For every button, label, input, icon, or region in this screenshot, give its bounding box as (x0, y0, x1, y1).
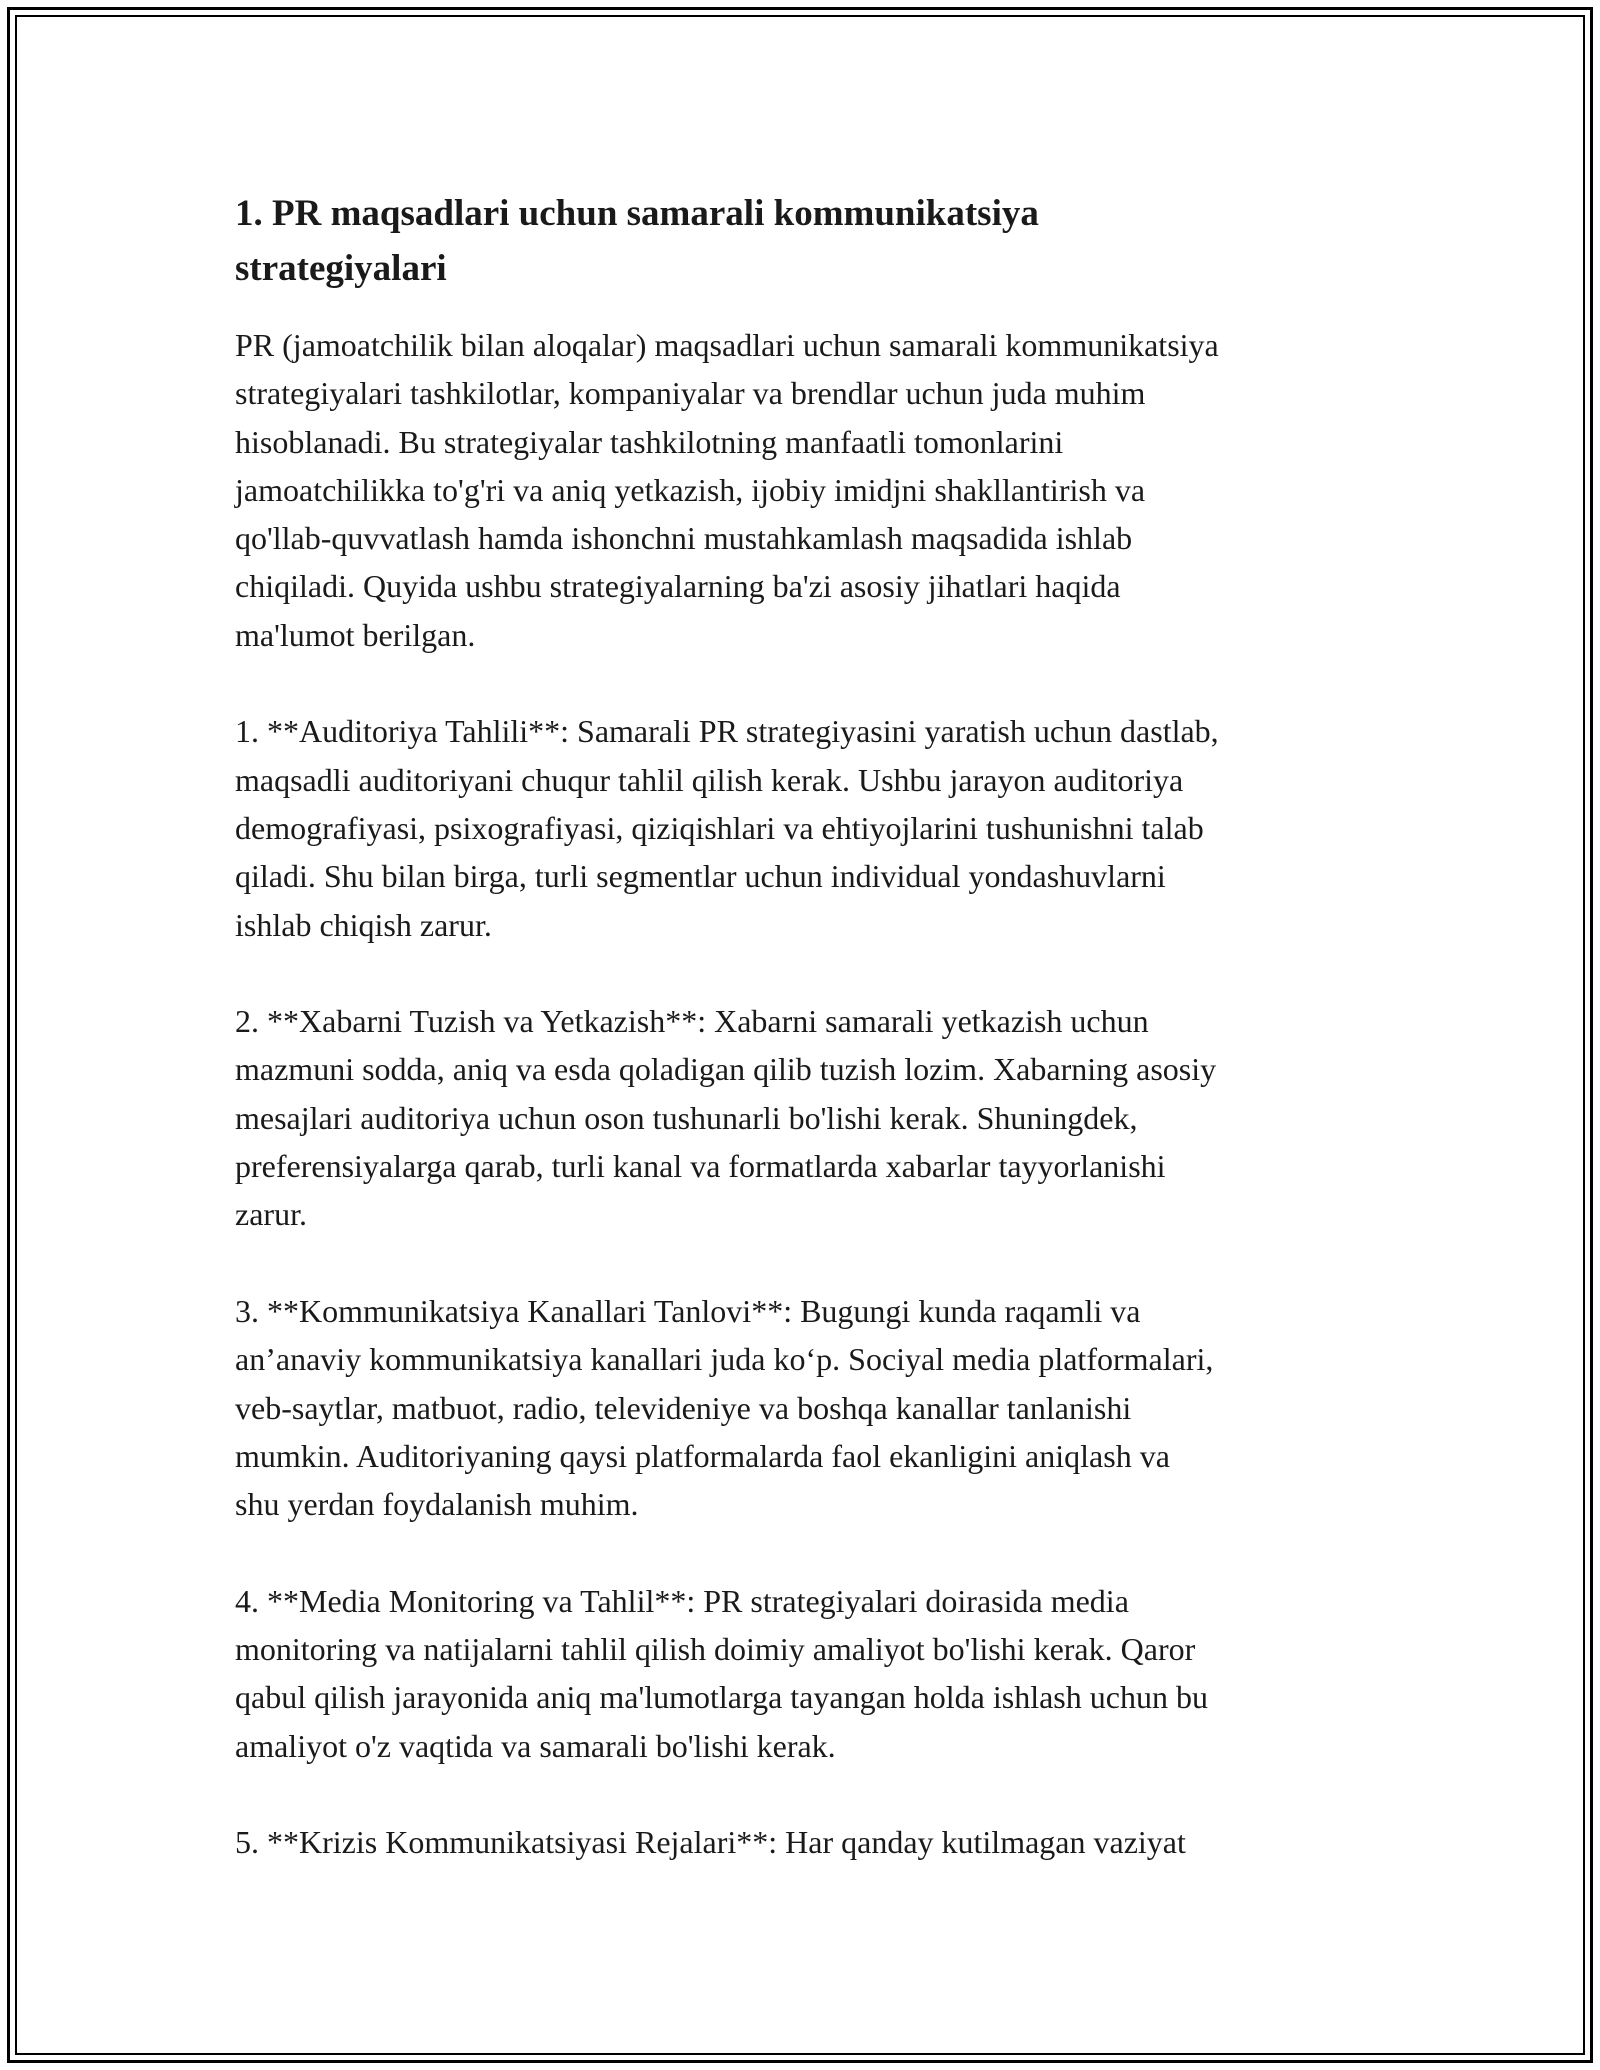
document-body (235, 186, 1385, 1867)
intro-paragraph: PR (jamoatchilik bilan aloqalar) maqsadlari uchun samarali kommunikatsiya strategiyalari tashkilotlar, kompaniyalar va brendlar uchun juda muhim hisoblanadi. Bu strategiyalar tashkilotning manfaatli tomonlarini jamoatchilikka to'g'ri va aniq yetkazish, ijobiy imidjni shakllantirish va qo'llab-quvvatlash hamda ishonchni mustahkamlash maqsadida ishlab chiqiladi. Quyida ushbu strategiyalarning ba'zi asosiy jihatlari haqida ma'lumot berilgan. (235, 327, 1219, 653)
list-item-channel-selection: 3. **Kommunikatsiya Kanallari Tanlovi**: Bugungi kunda raqamli va an’anaviy kommunikatsiya kanallari juda ko‘p. Sociyal media platformalari, veb-saytlar, matbuot, radio, televideniye va boshqa kanallar tanlanishi mumkin. Auditoriyaning qaysi platformalarda faol ekanligini aniqlash va shu yerdan foydalanish muhim. (235, 1292, 1214, 1523)
list-item-crisis-plans: 5. **Krizis Kommunikatsiyasi Rejalari**: Har qanday kutilmagan vaziyat (235, 1824, 1186, 1861)
list-item-audience-analysis: 1. **Auditoriya Tahlili**: Samarali PR strategiyasini yaratish uchun dastlab, maqsadli auditoriyani chuqur tahlil qilish kerak. Ushbu jarayon auditoriya demografiyasi, psixografiyasi, qiziqishlari va ehtiyojlarini tushunishni talab qiladi. Shu bilan birga, turli segmentlar uchun individual yondashuvlarni ishlab chiqish zarur. (235, 713, 1219, 943)
list-item-message-crafting: 2. **Xabarni Tuzish va Yetkazish**: Xabarni samarali yetkazish uchun mazmuni sodda, aniq va esda qoladigan qilib tuzish lozim. Xabarning asosiy mesajlari auditoriya uchun oson tushunarli bo'lishi kerak. Shuningdek, preferensiyalarga qarab, turli kanal va formatlarda xabarlar tayyorlanishi zarur. (235, 1003, 1217, 1233)
list-item-media-monitoring: 4. **Media Monitoring va Tahlil**: PR strategiyalari doirasida media monitoring va natijalarni tahlil qilish doimiy amaliyot bo'lishi kerak. Qaror qabul qilish jarayonida aniq ma'lumotlarga tayangan holda ishlash uchun bu amaliyot o'z vaqtida va samarali bo'lishi kerak. (235, 1582, 1208, 1764)
section-heading: 1. PR maqsadlari uchun samarali kommunikatsiya strategiyalari (235, 193, 1039, 289)
